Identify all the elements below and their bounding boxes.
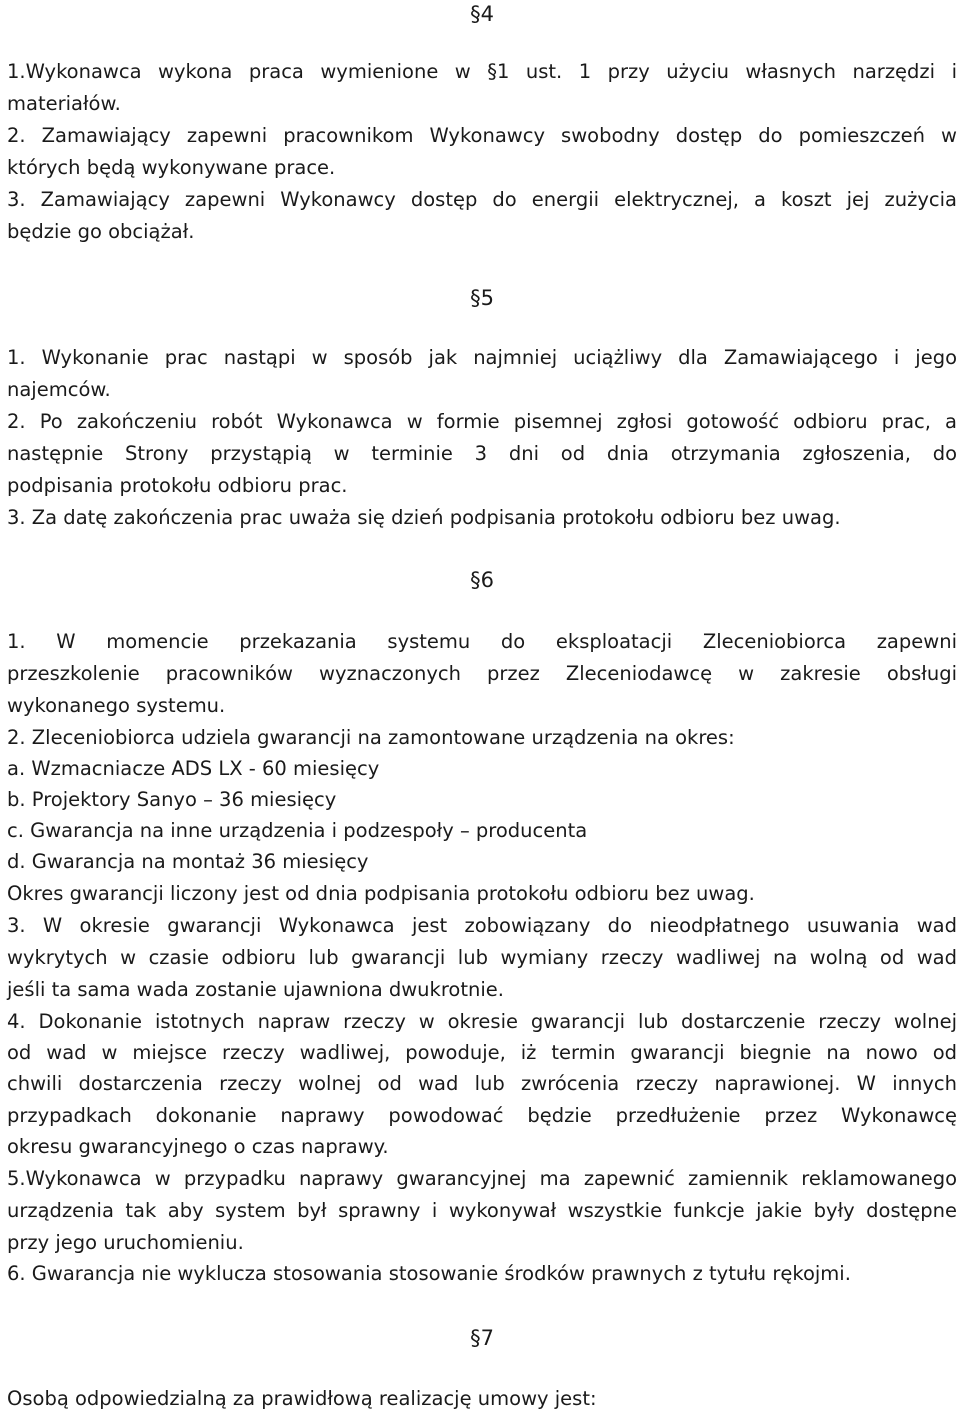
paragraph-line: 1. W momencie przekazania systemu do eksploatacji Zleceniobiorca zapewni	[7, 630, 957, 653]
list-item: a. Wzmacniacze ADS LX - 60 miesięcy	[7, 757, 380, 780]
section-heading-4: §4	[470, 2, 494, 26]
paragraph-line: 1. Wykonanie prac nastąpi w sposób jak najmniej uciążliwy dla Zamawiającego i jego	[7, 346, 957, 369]
paragraph-line: materiałów.	[7, 92, 121, 115]
section-heading-5: §5	[470, 286, 494, 310]
paragraph-line: urządzenia tak aby system był sprawny i wykonywał wszystkie funkcje jakie były dostępne	[7, 1199, 957, 1222]
list-item: b. Projektory Sanyo – 36 miesięcy	[7, 788, 337, 811]
paragraph-line: 2. Zleceniobiorca udziela gwarancji na zamontowane urządzenia na okres:	[7, 726, 735, 749]
paragraph-line: 1.Wykonawca wykona praca wymienione w §1 ust. 1 przy użyciu własnych narzędzi i	[7, 60, 957, 83]
paragraph-line: przeszkolenie pracowników wyznaczonych przez Zleceniodawcę w zakresie obsługi	[7, 662, 957, 685]
paragraph-line: najemców.	[7, 378, 111, 401]
paragraph-line: 2. Po zakończeniu robót Wykonawca w formie pisemnej zgłosi gotowość odbioru prac, a	[7, 410, 957, 433]
paragraph-line: wykonanego systemu.	[7, 694, 226, 717]
section-heading-7: §7	[470, 1326, 494, 1350]
list-item: c. Gwarancja na inne urządzenia i podzespoły – producenta	[7, 819, 588, 842]
paragraph-line: wykrytych w czasie odbioru lub gwarancji lub wymiany rzeczy wadliwej na wolną od wad	[7, 946, 957, 969]
list-item: d. Gwarancja na montaż 36 miesięcy	[7, 850, 369, 873]
paragraph-line: przypadkach dokonanie naprawy powodować będzie przedłużenie przez Wykonawcę	[7, 1104, 957, 1127]
paragraph-line: których będą wykonywane prace.	[7, 156, 336, 179]
paragraph-line: okresu gwarancyjnego o czas naprawy.	[7, 1135, 389, 1158]
paragraph-line: jeśli ta sama wada zostanie ujawniona dwukrotnie.	[7, 978, 504, 1001]
paragraph-line: od wad w miejsce rzeczy wadliwej, powoduje, iż termin gwarancji biegnie na nowo od	[7, 1041, 957, 1064]
paragraph-line: chwili dostarczenia rzeczy wolnej od wad lub zwrócenia rzeczy naprawionej. W innych	[7, 1072, 957, 1095]
section-heading-6: §6	[470, 568, 494, 592]
paragraph-line: Osobą odpowiedzialną za prawidłową realizację umowy jest:	[7, 1387, 597, 1410]
paragraph-line: następnie Strony przystąpią w terminie 3 dni od dnia otrzymania zgłoszenia, do	[7, 442, 957, 465]
paragraph-line: 4. Dokonanie istotnych napraw rzeczy w okresie gwarancji lub dostarczenie rzeczy wolnej	[7, 1010, 957, 1033]
paragraph-line: podpisania protokołu odbioru prac.	[7, 474, 348, 497]
paragraph-line: 5.Wykonawca w przypadku naprawy gwarancyjnej ma zapewnić zamiennik reklamowanego	[7, 1167, 957, 1190]
paragraph-line: przy jego uruchomieniu.	[7, 1231, 244, 1254]
paragraph-line: 3. Zamawiający zapewni Wykonawcy dostęp do energii elektrycznej, a koszt jej zużycia	[7, 188, 957, 211]
paragraph-line: 3. Za datę zakończenia prac uważa się dzień podpisania protokołu odbioru bez uwag.	[7, 506, 841, 529]
paragraph-line: 2. Zamawiający zapewni pracownikom Wykonawcy swobodny dostęp do pomieszczeń w	[7, 124, 957, 147]
paragraph-line: będzie go obciążał.	[7, 220, 195, 243]
paragraph-line: 3. W okresie gwarancji Wykonawca jest zobowiązany do nieodpłatnego usuwania wad	[7, 914, 957, 937]
paragraph-line: Okres gwarancji liczony jest od dnia podpisania protokołu odbioru bez uwag.	[7, 882, 755, 905]
paragraph-line: 6. Gwarancja nie wyklucza stosowania stosowanie środków prawnych z tytułu rękojmi.	[7, 1262, 851, 1285]
